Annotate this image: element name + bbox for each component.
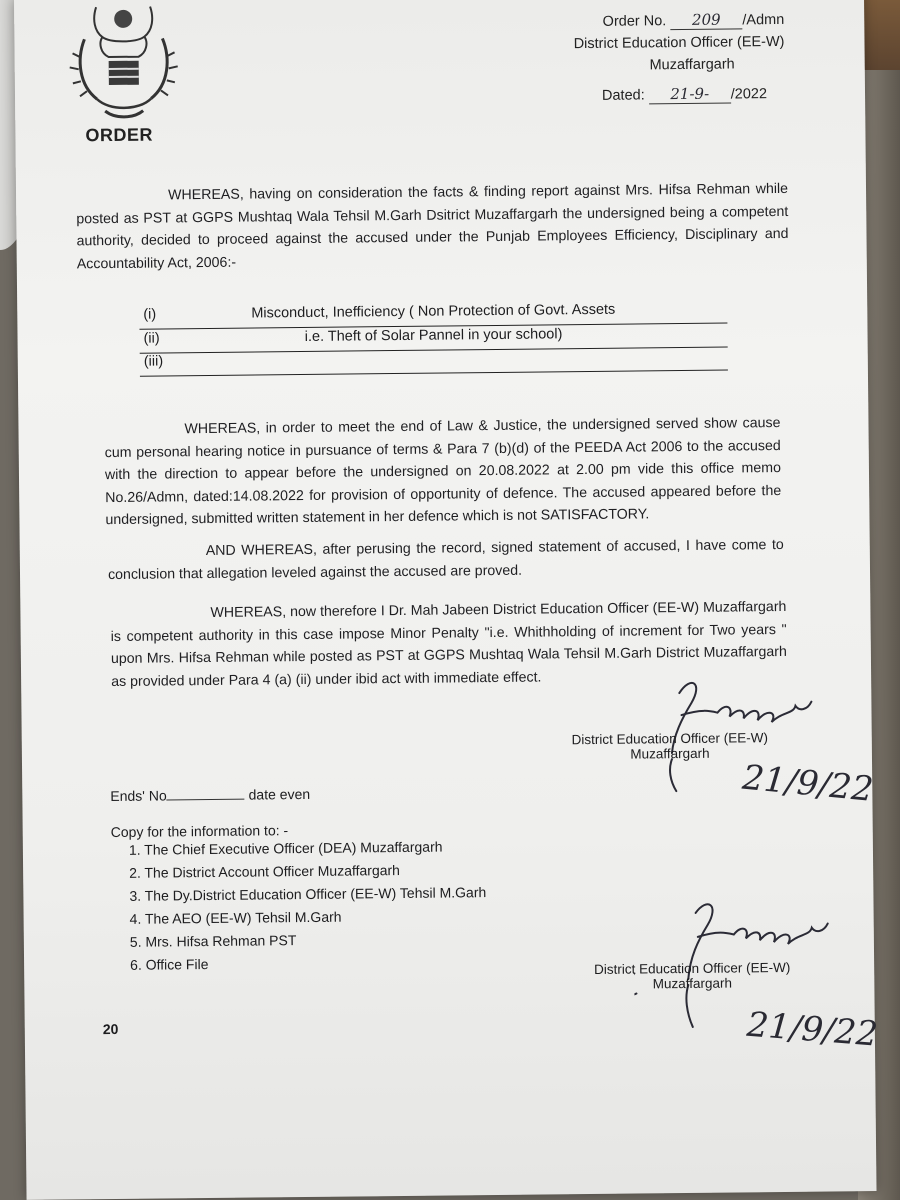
paragraph-whereas-2: WHEREAS, in order to meet the end of Law & Justice, the undersigned served show cause cum personal hearing notice in pursuance of terms & Para 7 (b)(d) of the PEEDA Act 2006 to the accused with the direction to appear before the undersigned on 20.08.2022 at 2.00 pm vide this office memo No.26/Admn, dated:14.08.2022 for provision of opportunity of defence. The accused appeared before the undersigned, submitted written statement in her defence which is not SATISFACTORY. (104, 414, 782, 529)
copy-recipient-list (129, 835, 487, 977)
list-item: 2. The District Account Officer Muzaffargarh (129, 862, 401, 881)
order-no-field (670, 10, 742, 30)
page-number: 20 (102, 1020, 119, 1038)
list-item: 3. The Dy.District Education Officer (EE-W) Tehsil M.Garh (129, 884, 487, 904)
paragraph-whereas-penalty: WHEREAS, now therefore I Dr. Mah Jabeen District Education Officer (EE-W) Muzaffargarh is competent authority in this case impose Minor Penalty "i.e. Whithholding of increment for Two years " upon Mrs. Hifsa Rehman while posted as PST at GGPS Mushtaq Wala Tehsil M.Garh District Muzaffargarh as provided under Para 4 (a) (ii) under ibid act with immediate effect. (110, 598, 787, 690)
dated-field (649, 85, 731, 105)
list-item: 5. Mrs. Hifsa Rehman PST (129, 932, 297, 950)
handwritten-date-1: 21/9/22 (740, 757, 875, 810)
charge-text: Misconduct, Inefficiency ( Non Protection of Govt. Assets (251, 301, 616, 322)
order-no-suffix: /Admn (742, 11, 785, 29)
handwritten-date-2: 21/9/22 (745, 1004, 880, 1055)
ends-number-line (110, 783, 310, 807)
issuing-place: Muzaffargarh (649, 56, 735, 74)
order-number-line (544, 10, 784, 32)
charge-number: (iii) (143, 353, 164, 370)
charge-number: (ii) (143, 330, 160, 347)
signatory-place: Muzaffargarh (630, 745, 710, 762)
signature-block-2 (584, 960, 800, 992)
dated-prefix: Dated: (601, 87, 645, 104)
signatory-title: District Education Officer (EE-W) (593, 959, 791, 977)
signatory-title: District Education Officer (EE-W) (571, 730, 768, 748)
government-emblem-icon (62, 0, 185, 127)
list-item: 1. The Chief Executive Officer (DEA) Muzaffargarh (128, 838, 443, 858)
charge-line-3 (140, 348, 728, 377)
copy-heading: Copy for the information to: - (110, 822, 289, 841)
order-no-handwritten: 209 (691, 10, 721, 29)
dated-suffix: /2022 (730, 86, 768, 103)
ends-prefix: Ends' No (110, 787, 167, 805)
issuing-office: District Education Officer (EE-W) (573, 33, 785, 53)
order-label: ORDER (85, 124, 154, 146)
list-item: 6. Office File (130, 956, 209, 973)
paragraph-and-whereas: AND WHEREAS, after perusing the record, signed statement of accused, I have come to conclusion that allegation leveled against the accused are proved. (107, 536, 784, 583)
ends-number-field (167, 785, 245, 801)
order-no-prefix: Order No. (602, 13, 667, 30)
dated-line (545, 84, 767, 105)
charge-text: i.e. Theft of Solar Pannel in your school) (304, 326, 563, 345)
background-wood (862, 0, 900, 70)
ends-suffix: date even (248, 785, 311, 803)
list-item: 4. The AEO (EE-W) Tehsil M.Garh (129, 908, 342, 927)
document-page (14, 0, 880, 1200)
paragraph-whereas-1: WHEREAS, having on consideration the facts & finding report against Mrs. Hifsa Rehman while posted as PST at GGPS Mushtaq Wala Tehsil M.Garh Dsitrict Muzaffargarh the undersigned being a competent authority, decided to proceed against the accused under the Punjab Employees Efficiency, Disciplinary and Accountability Act, 2006:- (76, 180, 789, 272)
signatory-place: Muzaffargarh (652, 975, 733, 992)
charge-number: (i) (143, 306, 157, 323)
dated-handwritten: 21-9- (670, 84, 710, 104)
